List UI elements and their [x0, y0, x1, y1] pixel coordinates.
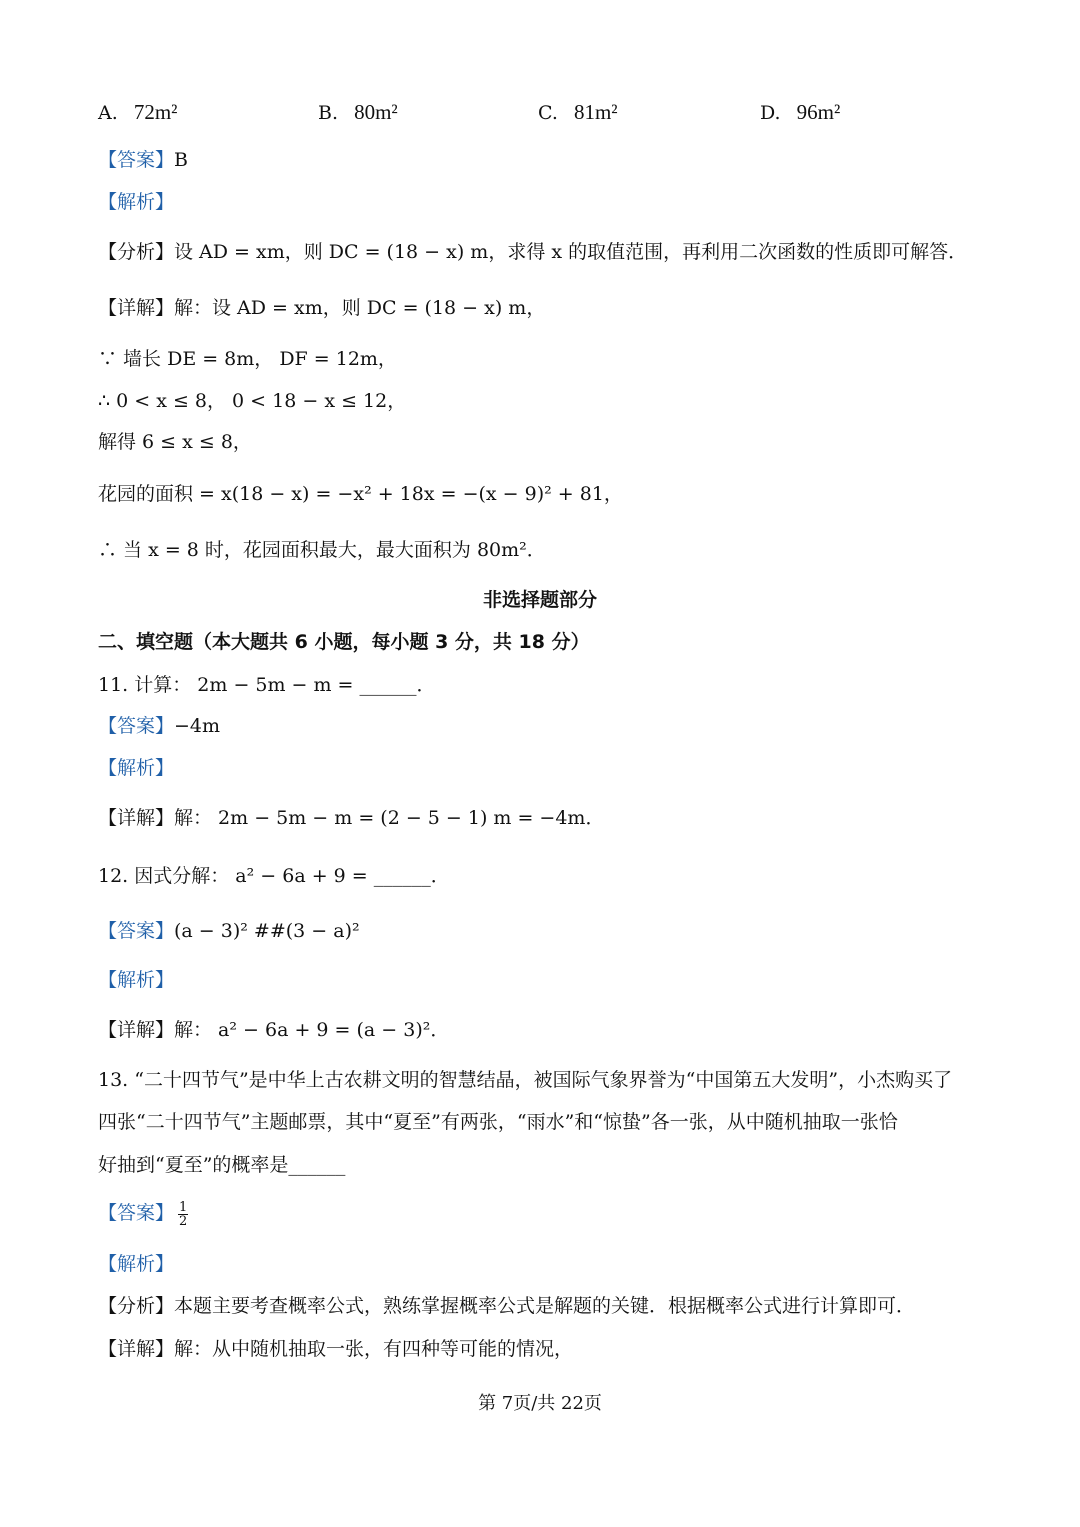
answer-tag: 【答案】 [98, 1202, 175, 1224]
q12-question: 12. 因式分解： a² − 6a + 9 = ______． [98, 865, 450, 887]
fraction-denominator: 2 [179, 1213, 188, 1229]
analysis-tag: 【解析】 [98, 1253, 175, 1275]
q13-fenxi [98, 1292, 915, 1320]
detail-tag: 【详解】 [98, 1019, 175, 1041]
q10-analysis [98, 188, 174, 216]
detail-text: 解：从中随机抽取一张，有四种等可能的情况， [174, 1338, 574, 1360]
q13-answer [98, 1199, 188, 1228]
detail-text: 解： a² − 6a + 9 = (a − 3)²． [174, 1019, 450, 1041]
option-c [538, 98, 618, 127]
page-footer: 第 7页/共 22页 [478, 1393, 602, 1414]
q10-step4: 花园的面积 = x(18 − x) = −x² + 18x = −(x − 9)² + 81， [98, 483, 623, 505]
option-c-value: 81m² [573, 100, 618, 124]
answer-tag: 【答案】 [98, 149, 175, 171]
option-a-letter: A. [98, 102, 118, 124]
fenxi-tag: 【分析】 [98, 241, 175, 263]
option-d-value: 96m² [796, 100, 841, 124]
analysis-tag: 【解析】 [98, 191, 175, 213]
analysis-tag: 【解析】 [98, 757, 175, 779]
fraction-numerator: 1 [179, 1199, 188, 1215]
section-subtitle: 二、填空题（本大题共 6 小题，每小题 3 分，共 18 分） [98, 631, 590, 653]
detail-tag: 【详解】 [98, 1338, 175, 1360]
q13-question-line3: 好抽到“夏至”的概率是______ [98, 1154, 346, 1176]
option-a [98, 98, 177, 127]
q11-detail [98, 804, 604, 832]
q10-step5: ∴ 当 x = 8 时，花园面积最大，最大面积为 80m²． [98, 539, 546, 561]
analysis-tag: 【解析】 [98, 969, 175, 991]
q10-detail [98, 294, 545, 322]
q12-answer [98, 917, 360, 945]
option-b [318, 98, 398, 127]
fenxi-tag: 【分析】 [98, 1295, 175, 1317]
option-b-letter: B. [318, 102, 339, 124]
answer-text: (a − 3)² ##(3 − a)² [174, 920, 360, 942]
answer-fraction [178, 1201, 188, 1228]
q10-step1: ∵ 墙长 DE = 8m， DF = 12m， [98, 348, 397, 370]
q12-detail [98, 1016, 449, 1044]
answer-text: −4m [174, 715, 221, 737]
detail-tag: 【详解】 [98, 807, 175, 829]
answer-tag: 【答案】 [98, 920, 175, 942]
option-c-letter: C. [538, 102, 558, 124]
fenxi-text: 设 AD = xm，则 DC = (18 − x) m，求得 x 的取值范围，再利用二次函数的性质即可解答． [174, 241, 968, 263]
option-d-letter: D. [760, 102, 781, 124]
detail-tag: 【详解】 [98, 297, 175, 319]
q11-analysis [98, 754, 174, 782]
q12-analysis [98, 966, 174, 994]
answer-text: B [174, 149, 188, 171]
q13-question-line1: 13. “二十四节气”是中华上古农耕文明的智慧结晶，被国际气象界誉为“中国第五大发明”，小杰购买了 [98, 1069, 953, 1091]
fenxi-text: 本题主要考查概率公式，熟练掌握概率公式是解题的关键．根据概率公式进行计算即可． [174, 1295, 916, 1317]
q11-answer [98, 712, 220, 740]
q11-question: 11. 计算： 2m − 5m − m = ______． [98, 674, 436, 696]
option-b-value: 80m² [354, 100, 398, 124]
answer-tag: 【答案】 [98, 715, 175, 737]
detail-text: 解：设 AD = xm，则 DC = (18 − x) m， [174, 297, 546, 319]
option-d [760, 98, 840, 127]
q10-fenxi [98, 238, 967, 266]
section-title: 非选择题部分 [482, 589, 597, 611]
q13-question-line2: 四张“二十四节气”主题邮票，其中“夏至”有两张，“雨水”和“惊蛰”各一张，从中随机抽取一张恰 [98, 1111, 898, 1133]
detail-text: 解： 2m − 5m − m = (2 − 5 − 1) m = −4m． [174, 807, 605, 829]
q10-step2: ∴ 0 < x ≤ 8， 0 < 18 − x ≤ 12， [98, 390, 407, 412]
q13-analysis [98, 1250, 174, 1278]
option-a-value: 72m² [133, 100, 178, 124]
q10-step3: 解得 6 ≤ x ≤ 8， [98, 431, 252, 453]
q13-detail [98, 1335, 573, 1363]
q10-answer [98, 146, 188, 174]
